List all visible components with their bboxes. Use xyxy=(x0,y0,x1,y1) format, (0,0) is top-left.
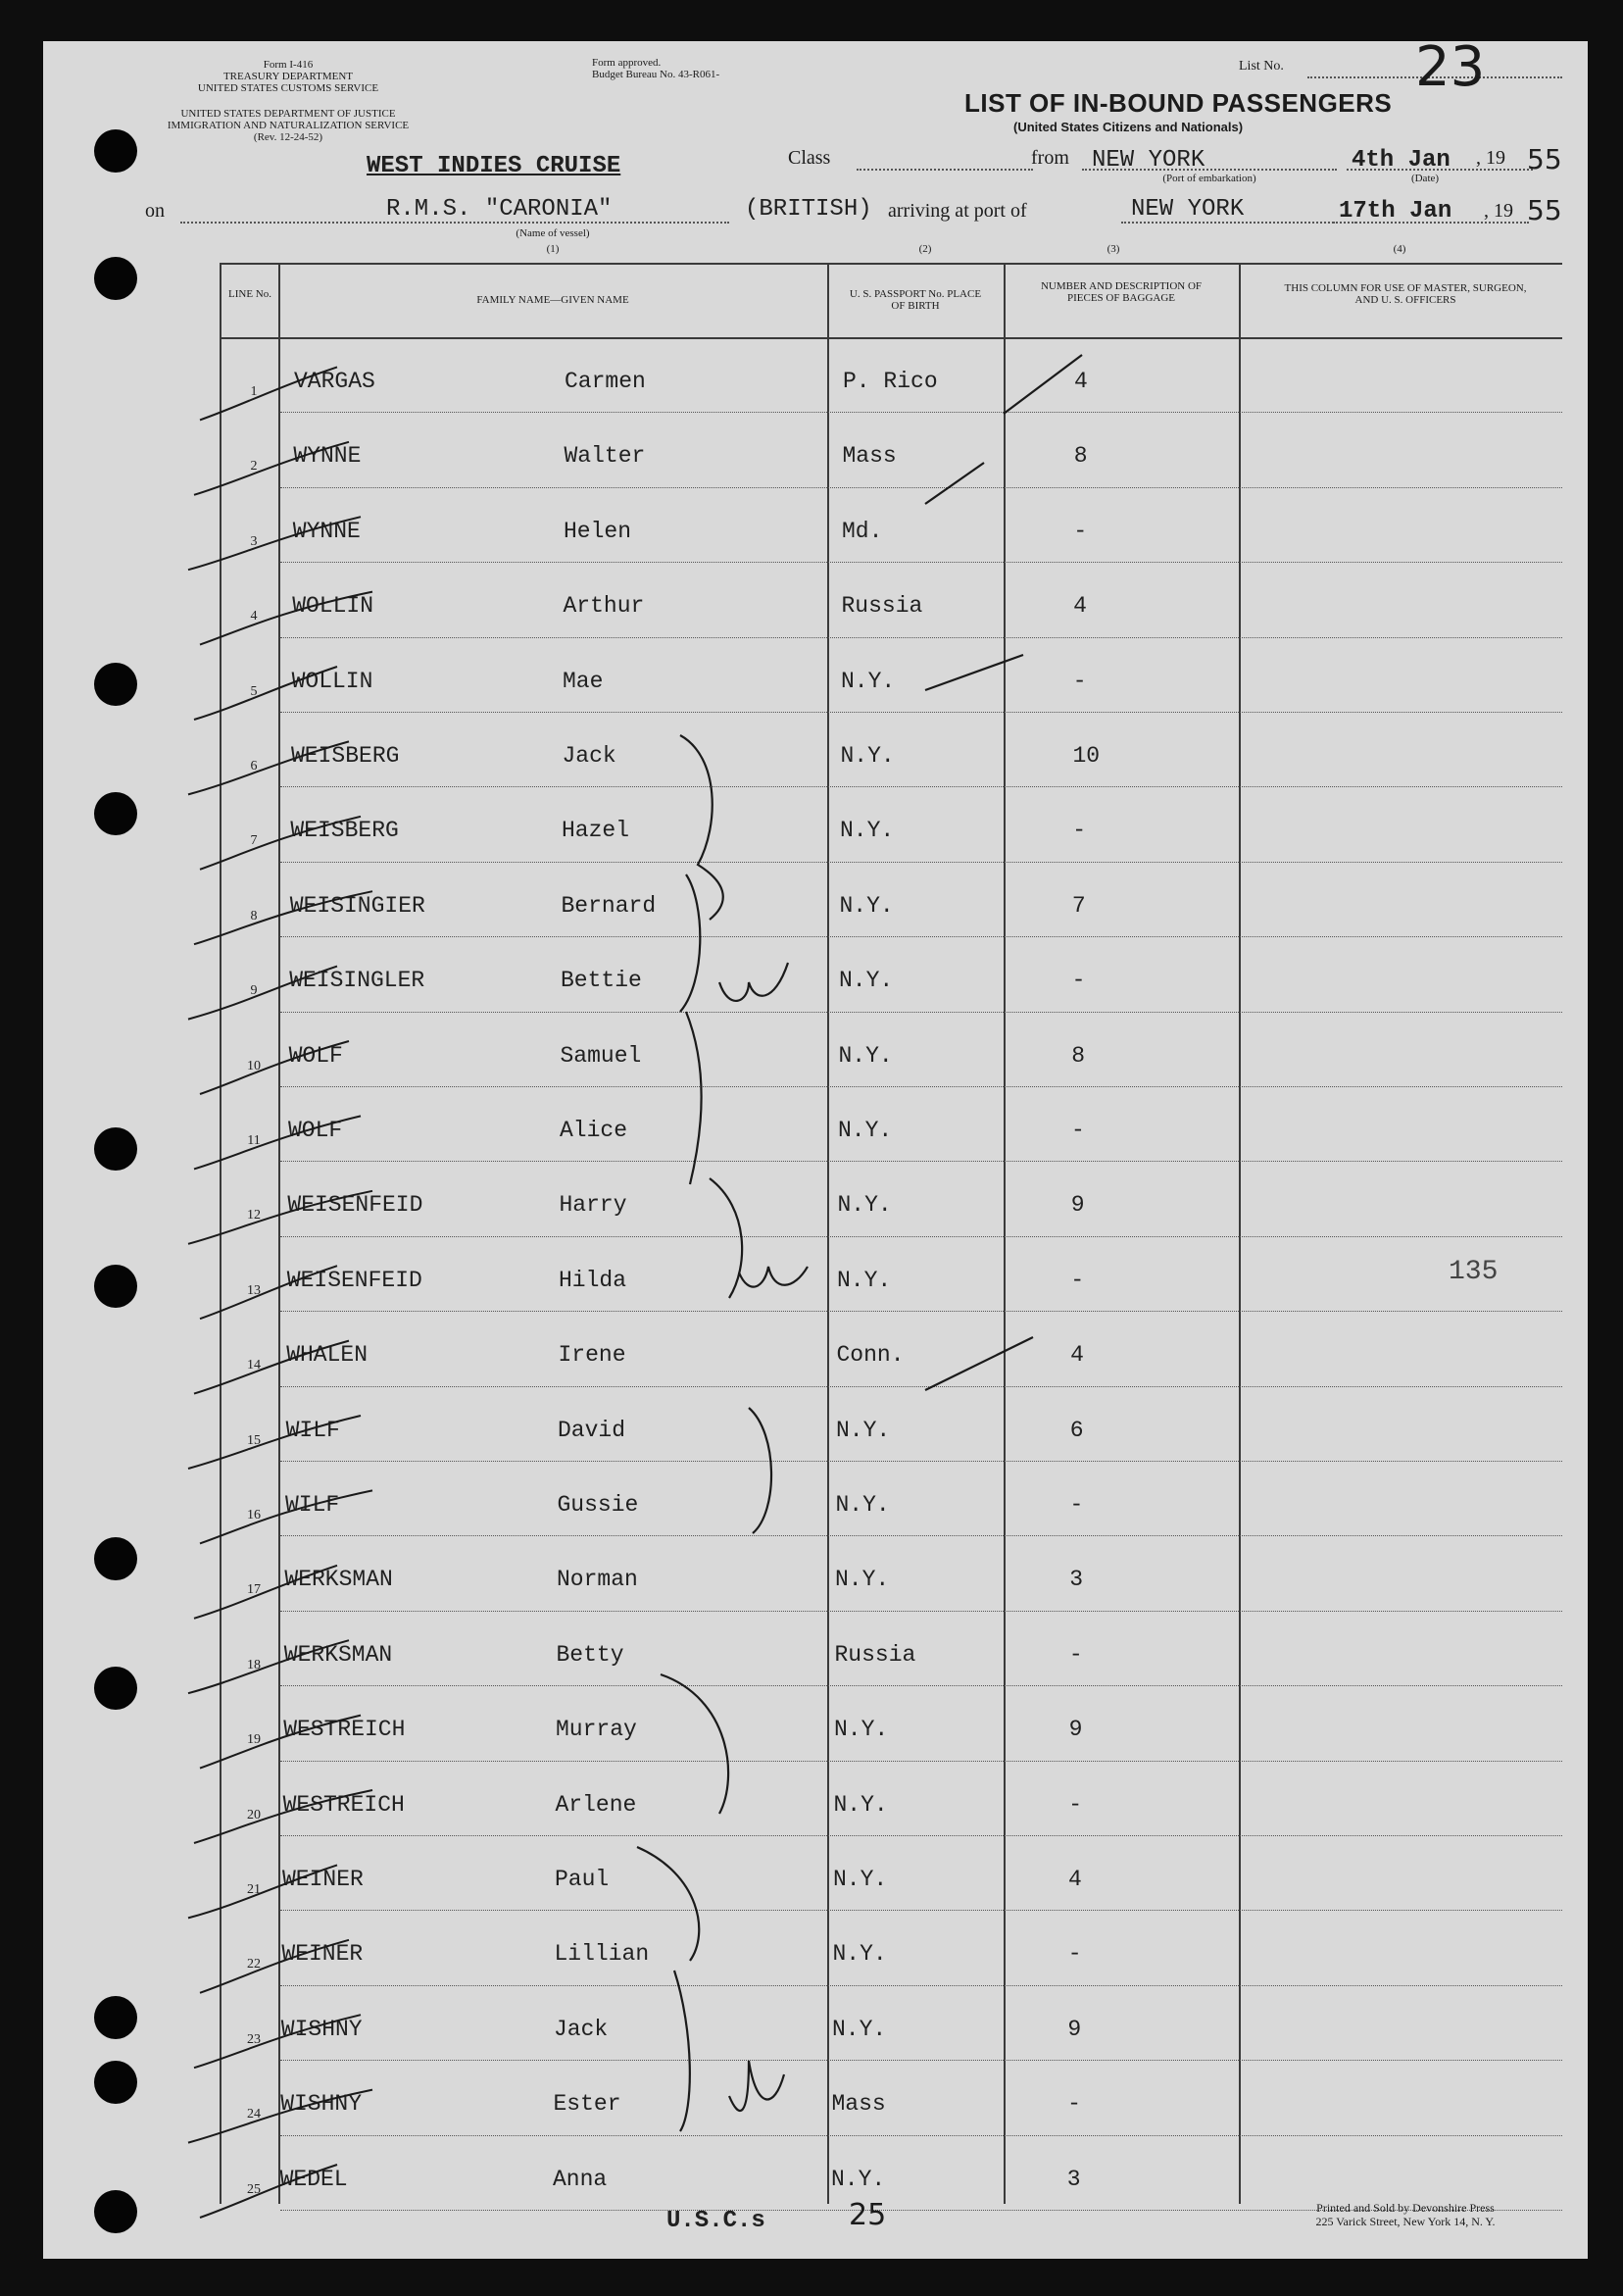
family-name: WOLLIN xyxy=(292,593,374,620)
line-number: 25 xyxy=(247,2181,261,2197)
class-label: Class xyxy=(788,147,831,169)
given-name: Walter xyxy=(564,443,646,470)
given-name: Lillian xyxy=(554,1941,650,1968)
line-number: 2 xyxy=(250,459,258,474)
line-number: 15 xyxy=(247,1432,261,1448)
line-number: 14 xyxy=(247,1358,261,1373)
tick-mark xyxy=(925,463,984,504)
family-name: WEISBERG xyxy=(290,818,399,844)
embark-year-suffix: 55 xyxy=(1527,143,1562,175)
place-of-birth: P. Rico xyxy=(843,369,938,394)
given-name: David xyxy=(558,1417,626,1443)
line-check-mark xyxy=(194,1566,337,1619)
line-check-mark xyxy=(200,367,337,420)
baggage-count: 4 xyxy=(1068,1867,1082,1892)
place-of-birth: N.Y. xyxy=(835,1567,890,1593)
line-number: 17 xyxy=(247,1582,261,1598)
given-name: Samuel xyxy=(560,1042,642,1069)
embark-date: 4th Jan xyxy=(1352,147,1451,174)
family-name: WESTREICH xyxy=(282,1791,405,1818)
place-of-birth: Mass xyxy=(831,2091,886,2118)
printer-line-1: Printed and Sold by Devonshire Press xyxy=(1316,2201,1495,2215)
given-name: Mae xyxy=(563,668,604,694)
form-title: LIST OF IN-BOUND PASSENGERS xyxy=(964,88,1393,118)
punch-hole xyxy=(94,129,137,173)
family-name: WYNNE xyxy=(293,443,362,470)
place-of-birth: N.Y. xyxy=(838,1042,893,1069)
given-name: Bernard xyxy=(561,892,657,919)
family-name: WEISENFEID xyxy=(287,1192,423,1219)
bracket-mark xyxy=(686,1012,702,1184)
form-revision: (Rev. 12-24-52) xyxy=(253,131,323,143)
place-of-birth: N.Y. xyxy=(839,968,894,994)
arrival-year-prefix: , 19 xyxy=(1484,200,1513,222)
line-number: 24 xyxy=(247,2107,261,2122)
line-check-mark xyxy=(200,1716,361,1769)
initial-mark xyxy=(739,1267,808,1287)
family-name: WERKSMAN xyxy=(283,1641,393,1668)
bracket-mark xyxy=(680,874,700,1012)
list-number-value: 23 xyxy=(1415,35,1486,99)
punch-hole xyxy=(94,2061,137,2104)
tick-mark xyxy=(925,655,1023,690)
line-number: 19 xyxy=(247,1732,261,1748)
line-check-mark xyxy=(188,517,361,570)
line-number: 22 xyxy=(247,1957,261,1972)
line-number: 5 xyxy=(250,683,258,699)
punch-hole xyxy=(94,1265,137,1308)
cruise-name: WEST INDIES CRUISE xyxy=(367,153,621,179)
baggage-count: 4 xyxy=(1074,369,1088,394)
family-name: WEISINGLER xyxy=(289,968,425,994)
place-of-birth: N.Y. xyxy=(840,818,895,844)
line-number: 10 xyxy=(247,1058,261,1073)
family-name: WEDEL xyxy=(279,2166,348,2192)
line-check-mark xyxy=(194,1341,349,1394)
bracket-mark xyxy=(637,1847,699,1961)
baggage-count: 4 xyxy=(1070,1342,1084,1369)
baggage-count: - xyxy=(1067,2091,1081,2118)
given-name: Murray xyxy=(556,1717,637,1743)
punch-hole xyxy=(94,2190,137,2233)
tick-mark xyxy=(1004,355,1082,414)
line-number: 6 xyxy=(250,759,258,774)
place-of-birth: N.Y. xyxy=(835,1492,890,1518)
line-number: 1 xyxy=(250,384,258,399)
line-check-mark xyxy=(188,1865,337,1918)
place-of-birth: N.Y. xyxy=(836,1417,891,1443)
given-name: Bettie xyxy=(561,968,642,994)
form-approved: Form approved. xyxy=(592,57,662,69)
embark-port: NEW YORK xyxy=(1092,147,1205,174)
family-name: WEISINGIER xyxy=(289,892,425,919)
line-check-mark xyxy=(194,1790,372,1843)
line-check-mark xyxy=(188,1191,372,1244)
family-name: VARGAS xyxy=(294,369,375,394)
line-number: 16 xyxy=(247,1508,261,1522)
line-check-mark xyxy=(194,2015,361,2068)
given-name: Arthur xyxy=(563,593,645,620)
family-name: WESTREICH xyxy=(283,1717,406,1743)
line-number: 21 xyxy=(247,1882,261,1897)
line-check-mark xyxy=(200,817,361,870)
given-name: Norman xyxy=(557,1567,638,1593)
line-check-mark xyxy=(188,1416,361,1469)
punch-hole xyxy=(94,257,137,300)
baggage-count: - xyxy=(1071,968,1086,994)
officer-note: 135 xyxy=(1449,1257,1499,1287)
family-name: WEINER xyxy=(282,1867,364,1892)
arrival-year-suffix: 55 xyxy=(1527,194,1562,226)
baggage-count: 9 xyxy=(1067,2016,1082,2042)
column-4-number: (4) xyxy=(1393,243,1406,255)
line-check-mark xyxy=(194,442,349,495)
line-number: 13 xyxy=(247,1282,261,1298)
baggage-count: - xyxy=(1067,1941,1082,1968)
column-3-number: (3) xyxy=(1107,243,1120,255)
family-name: WISHNY xyxy=(280,2016,363,2042)
embark-year-prefix: , 19 xyxy=(1476,147,1505,169)
customs-service: UNITED STATES CUSTOMS SERVICE xyxy=(197,82,379,94)
line-check-mark xyxy=(188,741,349,794)
line-number: 11 xyxy=(247,1133,261,1148)
family-name: WERKSMAN xyxy=(284,1567,393,1593)
baggage-count: 7 xyxy=(1071,892,1086,919)
place-of-birth: N.Y. xyxy=(833,1791,888,1818)
line-number: 23 xyxy=(247,2031,261,2047)
line-check-mark xyxy=(188,2090,372,2143)
given-name: Irene xyxy=(558,1342,626,1369)
given-name: Carmen xyxy=(565,369,646,394)
embark-caption: (Port of embarkation) xyxy=(1162,173,1256,184)
vessel-name: R.M.S. "CARONIA" xyxy=(386,196,613,223)
line-check-mark xyxy=(200,1490,372,1543)
baggage-count: 8 xyxy=(1071,1042,1086,1069)
initial-mark xyxy=(719,963,788,1001)
given-name: Hilda xyxy=(559,1267,627,1293)
footer-uscs: U.S.C.s xyxy=(666,2208,765,2234)
footer-count: 25 xyxy=(849,2198,887,2232)
line-check-mark xyxy=(200,1266,337,1319)
column-2-number: (2) xyxy=(918,243,932,255)
place-of-birth: N.Y. xyxy=(840,743,895,769)
arrival-port: NEW YORK xyxy=(1131,196,1245,223)
bracket-mark xyxy=(674,1971,690,2131)
bracket-mark xyxy=(680,735,723,920)
bracket-mark xyxy=(661,1674,728,1814)
place-of-birth: N.Y. xyxy=(838,1118,893,1143)
column-header-baggage: NUMBER AND DESCRIPTION OF PIECES OF BAGGAGE xyxy=(1040,280,1203,304)
baggage-count: 9 xyxy=(1070,1192,1085,1219)
baggage-count: - xyxy=(1068,1791,1083,1818)
treasury-department: TREASURY DEPARTMENT xyxy=(222,71,354,82)
initial-mark xyxy=(729,2061,784,2111)
line-number: 8 xyxy=(250,908,258,923)
place-of-birth: N.Y. xyxy=(839,892,894,919)
given-name: Arlene xyxy=(555,1791,637,1818)
line-check-mark xyxy=(200,1940,349,1993)
given-name: Anna xyxy=(553,2166,608,2192)
line-number: 18 xyxy=(247,1657,261,1672)
given-name: Jack xyxy=(554,2016,609,2042)
punch-hole xyxy=(94,1996,137,2039)
line-check-mark xyxy=(200,2165,337,2218)
list-number-label: List No. xyxy=(1239,59,1284,74)
family-name: WISHNY xyxy=(280,2091,363,2118)
column-header-line: LINE No. xyxy=(228,288,271,300)
place-of-birth: N.Y. xyxy=(834,1717,889,1743)
place-of-birth: N.Y. xyxy=(833,1867,888,1892)
line-check-mark xyxy=(194,1116,361,1169)
given-name: Alice xyxy=(560,1118,628,1143)
given-name: Ester xyxy=(553,2091,621,2118)
line-check-mark xyxy=(194,891,372,944)
tick-mark xyxy=(925,1337,1033,1390)
place-of-birth: N.Y. xyxy=(837,1267,892,1293)
punch-hole xyxy=(94,1127,137,1171)
place-of-birth: Russia xyxy=(834,1641,916,1668)
line-check-mark xyxy=(188,1640,349,1693)
place-of-birth: N.Y. xyxy=(837,1192,892,1219)
arriving-label: arriving at port of xyxy=(888,200,1027,222)
punch-hole xyxy=(94,1537,137,1580)
form-subtitle: (United States Citizens and Nationals) xyxy=(1013,120,1244,134)
line-number: 20 xyxy=(247,1807,261,1822)
given-name: Paul xyxy=(555,1867,610,1892)
place-of-birth: N.Y. xyxy=(832,1941,887,1968)
date-caption: (Date) xyxy=(1410,173,1440,184)
baggage-count: 9 xyxy=(1068,1717,1083,1743)
line-check-mark xyxy=(194,667,337,720)
baggage-count: - xyxy=(1071,1118,1085,1143)
given-name: Jack xyxy=(562,743,616,769)
handwritten-marks xyxy=(43,41,1588,2259)
family-name: WOLF xyxy=(288,1042,343,1069)
place-of-birth: Mass xyxy=(842,443,897,470)
punch-hole xyxy=(94,792,137,835)
family-name: WILF xyxy=(285,1417,340,1443)
family-name: WILF xyxy=(285,1492,340,1518)
baggage-count: - xyxy=(1072,818,1086,844)
family-name: WEISENFEID xyxy=(286,1267,422,1293)
printer-line-2: 225 Varick Street, New York 14, N. Y. xyxy=(1315,2215,1496,2228)
bracket-mark xyxy=(710,1178,742,1298)
place-of-birth: N.Y. xyxy=(841,668,896,694)
vessel-caption: (Name of vessel) xyxy=(516,227,590,239)
given-name: Hazel xyxy=(562,818,630,844)
column-1-number: (1) xyxy=(546,243,560,255)
place-of-birth: N.Y. xyxy=(831,2166,886,2192)
family-name: WOLF xyxy=(288,1118,343,1143)
baggage-count: 6 xyxy=(1069,1417,1084,1443)
line-check-mark xyxy=(200,1041,349,1094)
passenger-list-form xyxy=(43,35,1588,2259)
from-label: from xyxy=(1031,147,1069,169)
baggage-count: - xyxy=(1068,1641,1083,1668)
place-of-birth: Md. xyxy=(842,518,883,544)
on-label: on xyxy=(145,200,165,222)
baggage-count: - xyxy=(1072,668,1087,694)
punch-hole xyxy=(94,663,137,706)
place-of-birth: Conn. xyxy=(836,1342,905,1369)
given-name: Helen xyxy=(564,518,632,544)
column-header-passport: U. S. PASSPORT No. PLACE OF BIRTH xyxy=(849,288,982,312)
budget-bureau: Budget Bureau No. 43-R061- xyxy=(592,69,720,80)
baggage-count: - xyxy=(1070,1267,1085,1293)
family-name: WHALEN xyxy=(286,1342,369,1369)
vessel-nationality: (BRITISH) xyxy=(745,196,872,223)
baggage-count: 8 xyxy=(1073,443,1088,470)
bracket-mark xyxy=(749,1408,771,1533)
line-number: 12 xyxy=(247,1208,261,1223)
baggage-count: - xyxy=(1073,518,1088,544)
form-number: Form I-416 xyxy=(263,59,314,71)
punch-hole xyxy=(94,1667,137,1710)
baggage-count: 3 xyxy=(1066,2166,1081,2192)
line-number: 9 xyxy=(250,983,258,999)
column-header-name: FAMILY NAME—GIVEN NAME xyxy=(476,294,629,306)
line-number: 7 xyxy=(250,833,258,849)
immigration-service: IMMIGRATION AND NATURALIZATION SERVICE xyxy=(167,120,410,131)
family-name: WOLLIN xyxy=(291,668,373,694)
family-name: WEINER xyxy=(281,1941,364,1968)
baggage-count: 4 xyxy=(1073,593,1087,620)
baggage-count: - xyxy=(1069,1492,1084,1518)
family-name: WYNNE xyxy=(292,518,361,544)
baggage-count: 3 xyxy=(1069,1567,1083,1593)
given-name: Harry xyxy=(559,1192,627,1219)
line-number: 4 xyxy=(250,609,258,624)
line-check-mark xyxy=(200,592,372,645)
line-check-mark xyxy=(188,967,337,1020)
line-number: 3 xyxy=(250,533,258,549)
given-name: Gussie xyxy=(557,1492,639,1518)
given-name: Betty xyxy=(556,1641,624,1668)
place-of-birth: N.Y. xyxy=(832,2016,887,2042)
place-of-birth: Russia xyxy=(841,593,923,620)
baggage-count: 10 xyxy=(1072,743,1101,769)
justice-department: UNITED STATES DEPARTMENT OF JUSTICE xyxy=(180,108,396,120)
arrival-date: 17th Jan xyxy=(1339,198,1452,225)
family-name: WEISBERG xyxy=(291,743,400,769)
column-header-officers: THIS COLUMN FOR USE OF MASTER, SURGEON, AND U. S. OFFICERS xyxy=(1284,282,1527,306)
